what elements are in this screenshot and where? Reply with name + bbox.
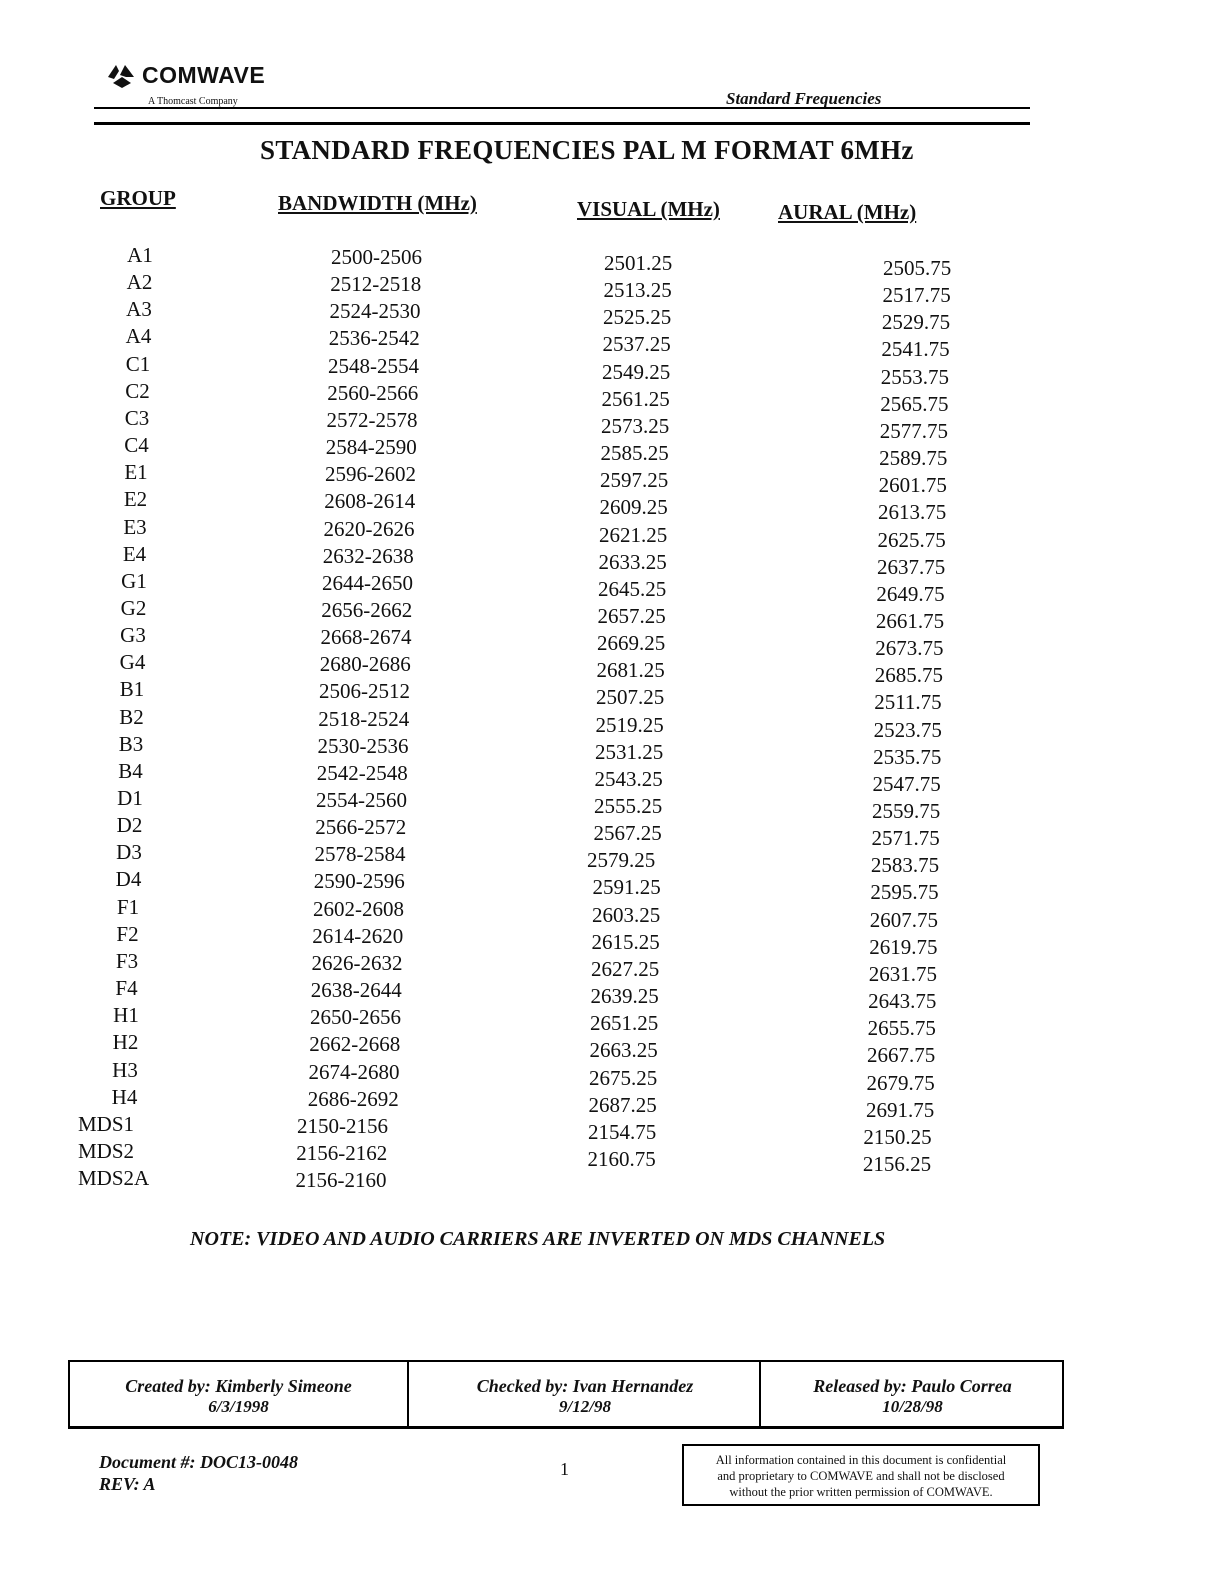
table-cell-group: E1	[124, 460, 148, 485]
table-cell-bandwidth: 2566-2572	[315, 815, 407, 840]
table-cell-aural: 2559.75	[872, 799, 941, 823]
table-cell-group: B4	[118, 758, 143, 783]
table-cell-bandwidth: 2578-2584	[314, 842, 406, 867]
table-cell-bandwidth: 2524-2530	[329, 299, 421, 324]
table-cell-bandwidth: 2506-2512	[319, 679, 410, 704]
table-cell-bandwidth: 2602-2608	[313, 896, 404, 921]
table-cell-visual: 2525.25	[603, 305, 672, 330]
company-name: COMWAVE	[142, 62, 266, 88]
table-cell-bandwidth: 2512-2518	[330, 272, 422, 297]
created-by: Created by: Kimberly Simeone	[125, 1376, 352, 1396]
table-cell-aural: 2517.75	[882, 283, 951, 308]
table-cell-visual: 2651.25	[590, 1011, 659, 1036]
table-cell-bandwidth: 2548-2554	[328, 353, 419, 378]
table-cell-aural: 2607.75	[869, 907, 939, 932]
table-cell-bandwidth: 2518-2524	[318, 706, 410, 731]
table-cell-bandwidth: 2590-2596	[313, 869, 405, 894]
table-cell-group: E3	[123, 514, 147, 539]
table-cell-aural: 2643.75	[868, 989, 937, 1014]
table-cell-bandwidth: 2156-2160	[295, 1168, 387, 1193]
table-cell-bandwidth: 2656-2662	[321, 597, 413, 622]
table-cell-aural: 2505.75	[883, 256, 952, 280]
company-tagline: A Thomcast Company	[148, 96, 238, 107]
table-cell-bandwidth: 2686-2692	[307, 1086, 399, 1111]
page-title: STANDARD FREQUENCIES PAL M FORMAT 6MHz	[260, 135, 914, 165]
column-header-visual: VISUAL (MHz)	[577, 197, 720, 221]
table-cell-bandwidth: 2150-2156	[297, 1113, 388, 1138]
table-cell-aural: 2583.75	[870, 853, 940, 878]
table-cell-group: A1	[127, 243, 153, 267]
table-cell-aural: 2523.75	[873, 717, 942, 742]
table-cell-group: H3	[112, 1057, 138, 1082]
released-by-cell	[759, 1362, 1064, 1426]
table-cell-visual: 2627.25	[591, 956, 660, 981]
mds-note: NOTE: VIDEO AND AUDIO CARRIERS ARE INVERTED ON MDS CHANNELS	[190, 1228, 886, 1250]
table-cell-group: MDS2A	[78, 1166, 150, 1191]
table-cell-aural: 2667.75	[867, 1043, 936, 1068]
table-cell-group: A4	[125, 324, 152, 349]
table-cell-visual: 2507.25	[596, 685, 665, 710]
table-cell-aural: 2631.75	[868, 961, 937, 986]
table-cell-bandwidth: 2584-2590	[325, 435, 417, 460]
comwave-logo-icon	[106, 63, 138, 89]
table-cell-visual: 2501.25	[604, 251, 673, 275]
table-cell-visual: 2639.25	[590, 984, 659, 1009]
column-header-group: GROUP	[100, 186, 176, 210]
table-cell-aural: 2150.25	[863, 1124, 932, 1149]
table-cell-group: H4	[111, 1084, 138, 1109]
table-cell-bandwidth: 2650-2656	[310, 1005, 401, 1030]
table-cell-group: F4	[115, 976, 138, 1001]
table-cell-bandwidth: 2608-2614	[324, 489, 416, 514]
table-cell-visual: 2573.25	[601, 413, 670, 438]
table-cell-aural: 2679.75	[866, 1070, 935, 1095]
table-cell-aural: 2529.75	[881, 310, 951, 335]
table-cell-visual: 2579.25	[587, 848, 656, 873]
table-cell-aural: 2673.75	[875, 636, 944, 661]
table-cell-visual: 2154.75	[588, 1119, 657, 1144]
table-cell-group: B3	[118, 731, 144, 756]
table-cell-group: C4	[124, 433, 149, 458]
created-by-cell	[70, 1362, 407, 1426]
checked-by-cell	[407, 1362, 761, 1426]
column-header-bandwidth: BANDWIDTH (MHz)	[278, 191, 477, 215]
released-date: 10/28/98	[882, 1397, 943, 1416]
table-cell-group: G2	[120, 595, 147, 620]
table-cell-visual: 2615.25	[591, 929, 660, 954]
table-cell-group: C1	[125, 351, 151, 376]
table-cell-group: F1	[116, 894, 140, 919]
page-number: 1	[560, 1459, 569, 1479]
table-cell-visual: 2519.25	[595, 712, 664, 737]
table-cell-group: E2	[123, 487, 148, 512]
table-cell-group: F2	[116, 921, 139, 946]
table-cell-aural: 2619.75	[869, 934, 938, 959]
table-cell-aural: 2691.75	[865, 1097, 935, 1122]
table-cell-aural: 2571.75	[871, 826, 940, 851]
table-cell-aural: 2649.75	[876, 581, 945, 606]
table-cell-bandwidth: 2156-2162	[296, 1140, 388, 1165]
table-cell-aural: 2565.75	[880, 391, 949, 416]
table-cell-visual: 2645.25	[598, 576, 667, 601]
table-cell-bandwidth: 2638-2644	[310, 978, 402, 1003]
confidentiality-notice	[682, 1444, 1040, 1506]
table-cell-group: D2	[116, 813, 143, 838]
table-cell-visual: 2585.25	[600, 441, 669, 466]
table-cell-bandwidth: 2530-2536	[317, 733, 409, 758]
table-cell-group: D3	[116, 840, 142, 865]
table-cell-visual: 2609.25	[599, 495, 668, 520]
table-cell-aural: 2655.75	[867, 1016, 936, 1041]
table-cell-visual: 2597.25	[600, 468, 669, 493]
table-cell-aural: 2613.75	[878, 500, 947, 525]
confidential-line: All information contained in this document is confidential	[715, 1453, 1007, 1467]
confidential-line: without the prior written permission of COMWAVE.	[729, 1485, 993, 1499]
table-cell-group: MDS1	[78, 1111, 135, 1136]
table-cell-group: MDS2	[78, 1138, 135, 1163]
table-cell-visual: 2531.25	[595, 739, 664, 764]
table-cell-group: D4	[115, 867, 142, 892]
table-cell-bandwidth: 2632-2638	[322, 543, 414, 568]
table-cell-bandwidth: 2596-2602	[325, 462, 416, 487]
table-cell-visual: 2513.25	[603, 278, 672, 303]
table-cell-aural: 2541.75	[881, 337, 950, 362]
table-cell-group: H1	[113, 1003, 139, 1028]
table-cell-aural: 2637.75	[876, 554, 946, 579]
table-cell-visual: 2567.25	[593, 821, 662, 846]
table-cell-aural: 2685.75	[874, 663, 943, 688]
released-by: Released by: Paulo Correa	[813, 1376, 1012, 1396]
signature-box	[68, 1360, 1064, 1429]
table-cell-group: A2	[126, 270, 153, 295]
table-cell-bandwidth: 2668-2674	[320, 625, 412, 650]
table-cell-bandwidth: 2620-2626	[323, 516, 415, 541]
table-cell-aural: 2156.25	[862, 1151, 932, 1176]
table-cell-group: B1	[119, 677, 145, 702]
table-cell-group: E4	[122, 541, 147, 566]
table-cell-aural: 2547.75	[872, 771, 941, 796]
confidential-line: and proprietary to COMWAVE and shall not be disclosed	[717, 1469, 1005, 1483]
table-cell-visual: 2603.25	[592, 902, 661, 927]
header-divider-thick	[94, 122, 1030, 125]
table-cell-group: C3	[124, 405, 150, 430]
table-cell-aural: 2535.75	[873, 744, 942, 769]
table-cell-bandwidth: 2626-2632	[311, 950, 403, 975]
table-cell-visual: 2633.25	[598, 549, 667, 574]
table-cell-aural: 2553.75	[880, 364, 950, 389]
table-cell-aural: 2601.75	[878, 473, 947, 498]
table-cell-group: C2	[125, 378, 150, 403]
table-cell-group: A3	[126, 297, 152, 322]
table-cell-visual: 2537.25	[602, 332, 671, 357]
table-cell-bandwidth: 2542-2548	[316, 760, 408, 785]
checked-by: Checked by: Ivan Hernandez	[476, 1376, 694, 1396]
table-cell-aural: 2625.75	[877, 527, 946, 552]
table-cell-aural: 2595.75	[870, 880, 939, 905]
table-cell-group: G1	[121, 568, 147, 593]
table-cell-visual: 2681.25	[596, 658, 665, 683]
table-cell-visual: 2543.25	[594, 766, 663, 791]
table-cell-visual: 2657.25	[597, 603, 666, 628]
table-cell-visual: 2555.25	[594, 794, 663, 818]
table-cell-bandwidth: 2500-2506	[331, 245, 422, 269]
table-cell-group: G4	[119, 650, 146, 675]
table-cell-visual: 2687.25	[588, 1092, 657, 1117]
table-cell-bandwidth: 2560-2566	[327, 380, 419, 405]
table-cell-bandwidth: 2536-2542	[328, 326, 420, 351]
table-cell-visual: 2160.75	[587, 1146, 656, 1171]
table-cell-aural: 2661.75	[875, 608, 945, 633]
table-cell-visual: 2669.25	[597, 631, 666, 656]
header-divider-thin	[94, 107, 1030, 109]
document-number: Document #: DOC13-0048	[99, 1452, 298, 1472]
table-cell-visual: 2675.25	[589, 1065, 658, 1090]
table-cell-visual: 2561.25	[601, 386, 670, 411]
table-cell-visual: 2591.25	[592, 875, 661, 900]
revision: REV: A	[99, 1474, 156, 1494]
checked-date: 9/12/98	[559, 1397, 611, 1416]
table-cell-visual: 2621.25	[599, 522, 668, 547]
table-cell-bandwidth: 2680-2686	[319, 652, 411, 677]
table-cell-group: F3	[115, 948, 139, 973]
header-section-label: Standard Frequencies	[726, 89, 882, 108]
table-cell-aural: 2577.75	[879, 418, 948, 443]
created-date: 6/3/1998	[208, 1397, 269, 1416]
table-cell-bandwidth: 2614-2620	[312, 923, 404, 948]
table-cell-group: B2	[119, 704, 144, 729]
table-cell-aural: 2511.75	[874, 690, 942, 715]
table-cell-bandwidth: 2662-2668	[309, 1032, 401, 1057]
table-cell-group: H2	[112, 1030, 139, 1055]
table-cell-bandwidth: 2644-2650	[322, 570, 413, 595]
table-cell-visual: 2549.25	[602, 359, 671, 384]
table-cell-group: G3	[120, 623, 146, 648]
table-cell-bandwidth: 2572-2578	[326, 407, 418, 432]
company-logo	[106, 62, 265, 89]
column-header-aural: AURAL (MHz)	[778, 200, 917, 224]
table-cell-visual: 2663.25	[589, 1038, 658, 1063]
table-cell-bandwidth: 2674-2680	[308, 1059, 400, 1084]
table-cell-bandwidth: 2554-2560	[316, 788, 407, 812]
table-cell-group: D1	[117, 786, 143, 810]
table-cell-aural: 2589.75	[879, 446, 948, 471]
